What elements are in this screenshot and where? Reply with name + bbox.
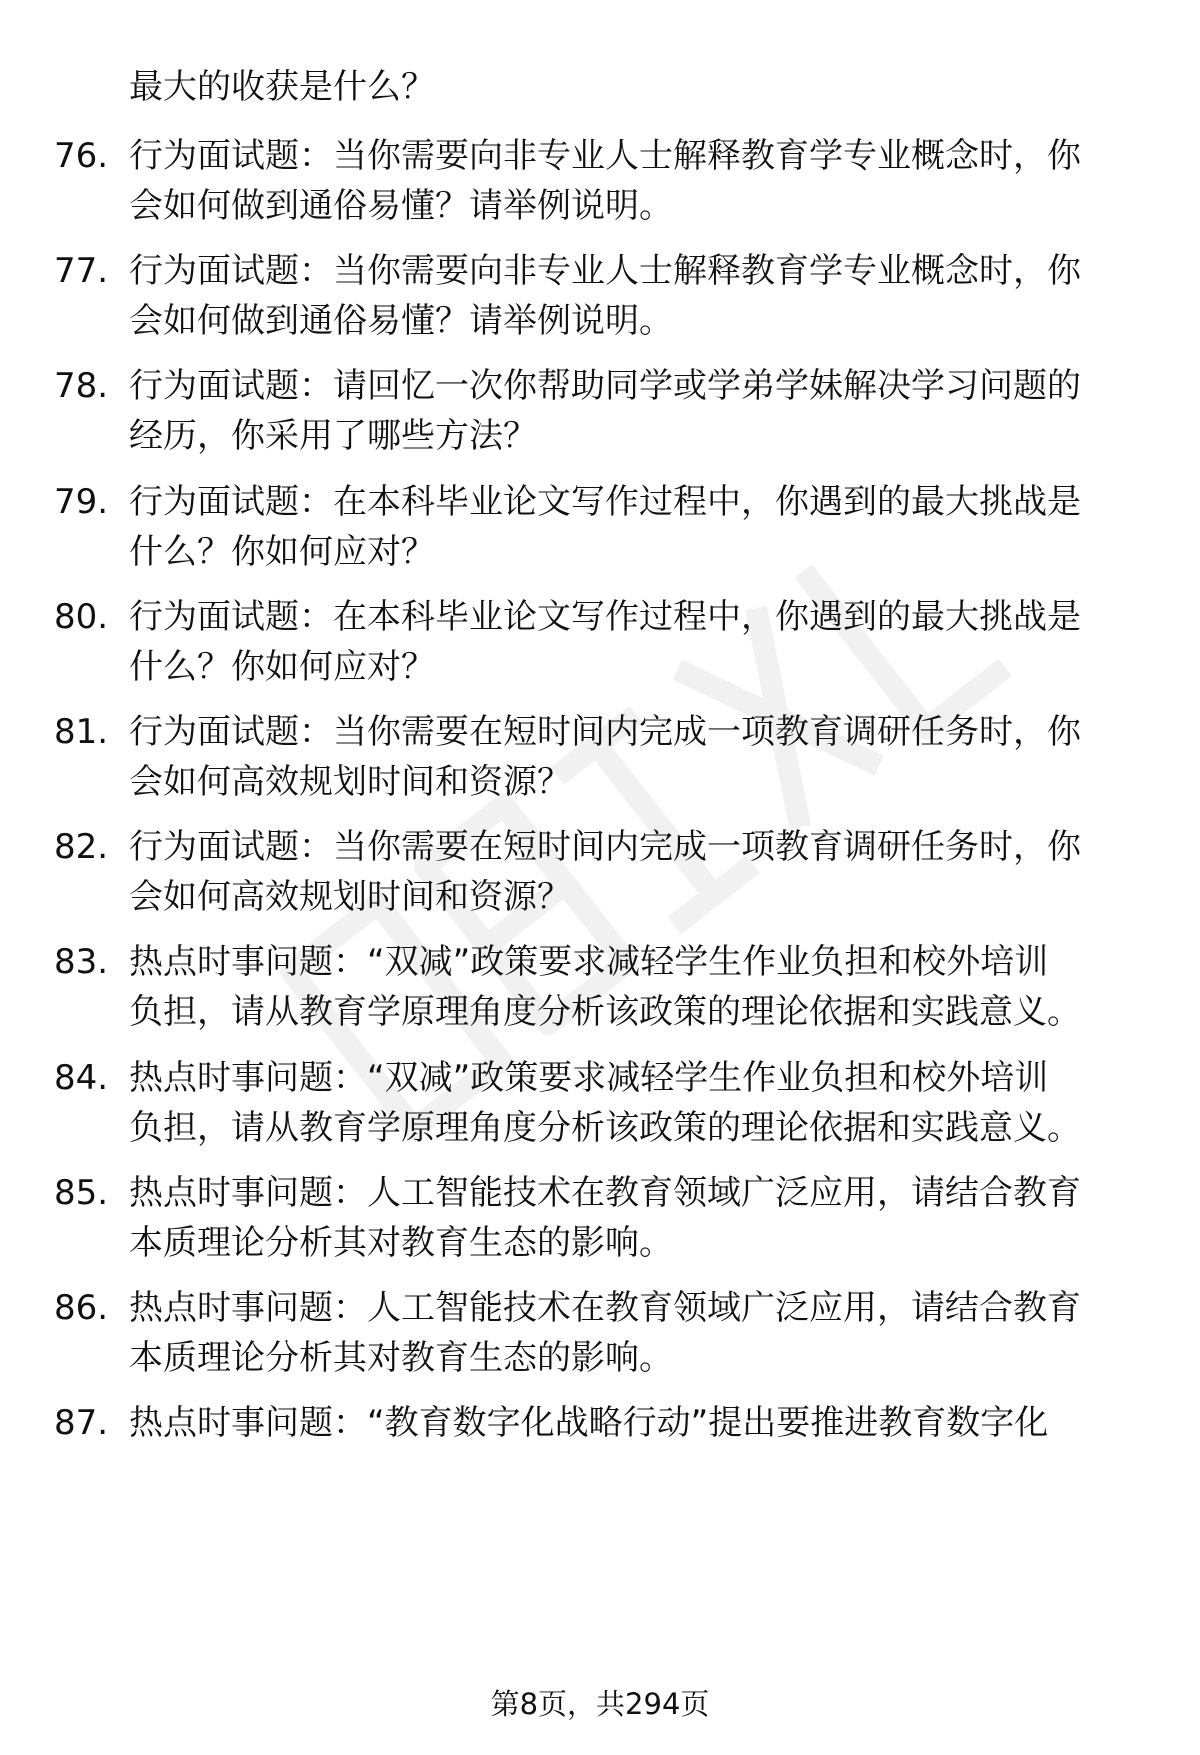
item-text [129, 822, 1139, 922]
item-text [129, 131, 1139, 231]
item-number: 81. [54, 712, 109, 752]
item-number: 84. [54, 1058, 109, 1098]
item-text [129, 477, 1139, 577]
item-number: 76. [54, 136, 109, 176]
item-text [129, 592, 1139, 692]
page-footer: 第8页，共294页 [490, 1687, 710, 1721]
item-text [129, 246, 1139, 346]
item-text-line: 行为面试题：当你需要在短时间内完成一项教育调研任务时，你 [129, 712, 1081, 752]
item-text-line: 负担，请从教育学原理角度分析该政策的理论依据和实践意义。 [129, 992, 1081, 1032]
item-text-line: 什么？你如何应对？ [129, 532, 435, 572]
item-text [129, 707, 1139, 807]
item-number: 85. [54, 1173, 109, 1213]
item-text-line: 本质理论分析其对教育生态的影响。 [129, 1223, 673, 1263]
item-text-line: 行为面试题：当你需要在短时间内完成一项教育调研任务时，你 [129, 827, 1081, 867]
item-text-line: 热点时事问题：“教育数字化战略行动”提出要推进教育数字化 [129, 1403, 1049, 1443]
item-text-line: 经历，你采用了哪些方法？ [129, 416, 537, 456]
item-text [129, 361, 1139, 461]
item-number: 79. [54, 482, 109, 522]
item-text [129, 1398, 1139, 1448]
item-text-line: 负担，请从教育学原理角度分析该政策的理论依据和实践意义。 [129, 1108, 1081, 1148]
item-number: 80. [54, 597, 109, 637]
item-text [129, 1168, 1139, 1268]
item-number: 77. [54, 251, 109, 291]
item-text-line: 本质理论分析其对教育生态的影响。 [129, 1338, 673, 1378]
item-text-line: 会如何做到通俗易懂？请举例说明。 [129, 301, 673, 341]
item-text-line: 会如何做到通俗易懂？请举例说明。 [129, 186, 673, 226]
item-text-line: 会如何高效规划时间和资源？ [129, 877, 571, 917]
continuation-line: 最大的收获是什么？ [129, 67, 435, 107]
item-text-line: 热点时事问题：人工智能技术在教育领域广泛应用，请结合教育 [129, 1173, 1081, 1213]
item-number: 78. [54, 366, 109, 406]
item-text [129, 937, 1139, 1037]
item-text [129, 1283, 1139, 1383]
item-number: 87. [54, 1403, 109, 1443]
item-text-line: 行为面试题：当你需要向非专业人士解释教育学专业概念时，你 [129, 136, 1081, 176]
item-text-line: 热点时事问题：“双减”政策要求减轻学生作业负担和校外培训 [129, 1058, 1049, 1098]
item-text [129, 1053, 1139, 1153]
item-text-line: 什么？你如何应对？ [129, 647, 435, 687]
item-number: 86. [54, 1288, 109, 1328]
item-text-line: 热点时事问题：“双减”政策要求减轻学生作业负担和校外培训 [129, 942, 1049, 982]
item-text-line: 热点时事问题：人工智能技术在教育领域广泛应用，请结合教育 [129, 1288, 1081, 1328]
item-text-line: 会如何高效规划时间和资源？ [129, 762, 571, 802]
item-text-line: 行为面试题：在本科毕业论文写作过程中，你遇到的最大挑战是 [129, 482, 1081, 522]
item-text-line: 行为面试题：当你需要向非专业人士解释教育学专业概念时，你 [129, 251, 1081, 291]
item-text-line: 行为面试题：在本科毕业论文写作过程中，你遇到的最大挑战是 [129, 597, 1081, 637]
item-number: 82. [54, 827, 109, 867]
item-number: 83. [54, 942, 109, 982]
item-text-line: 行为面试题：请回忆一次你帮助同学或学弟学妹解决学习问题的 [129, 366, 1081, 406]
